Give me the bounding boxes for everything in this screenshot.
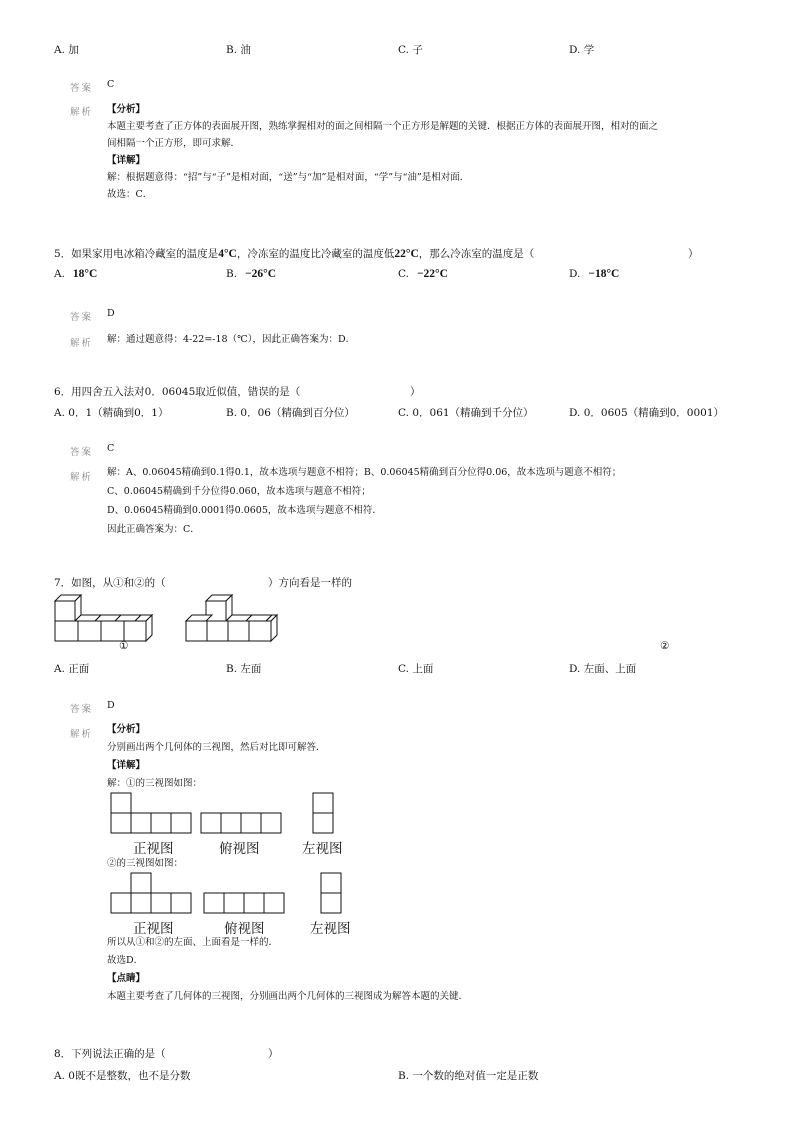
q6-option-c: C. 0．061（精确到千分位） (398, 407, 534, 419)
q7-analysis-tail (107, 934, 468, 1006)
q4-answer: C (107, 79, 115, 90)
q5-stem-part: ，那么冷冻室的温度是（ (418, 248, 535, 260)
q7-figure-2-label: ② (660, 640, 670, 652)
q7-left-view-1 (312, 792, 334, 834)
q6-analysis-line: 解：A、0.06045精确到0.1得0.1，故本选项与题意不相符；B、0.06045精确到百分位得0.06，故本选项与题意不相符； (107, 467, 622, 478)
q6-option-d: D. 0．0605（精确到0．0001） (569, 407, 725, 419)
q7-analysis-line: 【点睛】 (107, 973, 146, 984)
q5-answer-label: 答案 (70, 312, 94, 323)
q7-option-d: D. 左面、上面 (569, 663, 637, 675)
q6-analysis-line: C、0.06045精确到千分位得0.060，故本选项与题意不相符； (107, 486, 371, 497)
q6-option-a: A. 0．1（精确到0．1） (54, 407, 169, 419)
q7-front-view-1 (110, 792, 194, 834)
q5-option-letter: B. (226, 268, 238, 280)
q4-analysis (107, 101, 658, 203)
q4-analysis-line: 【详解】 (107, 155, 146, 166)
q7-view-label-left-2: 左视图 (310, 921, 351, 937)
q4-analysis-line: 解：根据题意得：“招”与“子”是相对面，“送”与“加”是相对面，“学”与“油”是相对面． (107, 172, 470, 183)
q7-option-c: C. 上面 (398, 663, 434, 675)
q4-option-d: D. 学 (569, 44, 595, 56)
q5-option-b (226, 268, 276, 280)
q7-solid-figure-1 (52, 593, 162, 637)
q7-analysis-line: 【分析】 (107, 724, 146, 735)
q4-analysis-line: 故选：C． (107, 189, 153, 200)
q7-view-label-top-2: 俯视图 (224, 921, 265, 937)
q7-stem: 7．如图，从①和②的（ (54, 577, 166, 589)
q8-option-a: A. 0既不是整数，也不是分数 (54, 1070, 191, 1082)
q8-stem-close: ） (268, 1048, 279, 1060)
q6-stem-close: ） (410, 386, 421, 398)
q5-analysis: 解：通过题意得：4-22=-18（℃），因此正确答案为：D． (107, 334, 356, 345)
q7-analysis-line: 故选D． (107, 955, 144, 966)
q5-option-value: 18°C (72, 268, 98, 280)
q5-option-letter: D. (569, 268, 581, 280)
q7-option-b: B. 左面 (226, 663, 262, 675)
q7-view-label-front-1: 正视图 (133, 841, 174, 857)
q6-analysis-label: 解析 (70, 472, 94, 483)
q5-stem-close: ） (688, 248, 699, 260)
q5-stem-part: ，冷冻室的温度比冷藏室的温度低 (236, 248, 395, 260)
q7-analysis-line: 本题主要考查了几何体的三视图，分别画出两个几何体的三视图成为解答本题的关键． (107, 991, 469, 1002)
q7-answer: D (107, 700, 115, 711)
q7-figure-1-label: ① (119, 640, 129, 652)
q5-option-a (54, 268, 97, 280)
q7-analysis-label: 解析 (70, 729, 94, 740)
q4-analysis-label: 解析 (70, 107, 94, 118)
q4-analysis-line: 间相隔一个正方形，即可求解． (107, 138, 241, 149)
q6-answer: C (107, 443, 115, 454)
q5-option-c (398, 268, 448, 280)
q5-option-value: −18°C (588, 268, 620, 280)
q7-top-view-1 (200, 812, 282, 834)
q5-analysis-label: 解析 (70, 338, 94, 349)
q6-analysis-line: D、0.06045精确到0.0001得0.0605，故本选项与题意不相符． (107, 505, 382, 516)
q6-stem: 6．用四舍五入法对0．06045取近似值，错误的是（ (54, 386, 301, 398)
q8-option-b: B. 一个数的绝对值一定是正数 (398, 1070, 539, 1082)
q6-option-b: B. 0．06（精确到百分位） (226, 407, 355, 419)
q7-option-a: A. 正面 (54, 663, 90, 675)
q5-option-letter: A. (54, 268, 65, 280)
q6-analysis-line: 因此正确答案为：C． (107, 524, 200, 535)
q5-temp-fridge: 4°C (218, 248, 237, 260)
q4-answer-label: 答案 (70, 83, 94, 94)
q7-analysis-line: 解：①的三视图如图： (107, 778, 203, 789)
q5-option-value: −22°C (417, 268, 448, 280)
q7-stem-close: ）方向看是一样的 (268, 577, 352, 589)
q7-analysis-head (107, 721, 326, 793)
q6-analysis (107, 463, 621, 539)
q5-option-letter: C. (398, 268, 409, 280)
q7-analysis-line: 所以从①和②的左面、上面看是一样的． (107, 937, 279, 948)
q7-analysis-line: 【详解】 (107, 760, 146, 771)
q4-option-b: B. 油 (226, 44, 251, 56)
q7-solid-figure-2 (183, 593, 283, 637)
q5-option-value: −26°C (245, 268, 277, 280)
q6-answer-label: 答案 (70, 447, 94, 458)
q5-answer: D (107, 308, 115, 319)
q5-stem-part: 5．如果家用电冰箱冷藏室的温度是 (54, 248, 219, 260)
q7-view-label-top-1: 俯视图 (219, 841, 260, 857)
q4-option-c: C. 子 (398, 44, 423, 56)
q4-option-a: A. 加 (54, 44, 79, 56)
q7-mid-text: ②的三视图如图： (107, 858, 184, 869)
q7-analysis-line: 分别画出两个几何体的三视图，然后对比即可解答． (107, 742, 326, 753)
q7-view-label-left-1: 左视图 (302, 841, 343, 857)
q5-temp-diff: 22°C (394, 248, 419, 260)
q7-answer-label: 答案 (70, 704, 94, 715)
q4-analysis-line: 本题主要考查了正方体的表面展开图，熟练掌握相对的面之间相隔一个正方形是解题的关键．根据正方体的表面展开图，相对的面之 (107, 121, 659, 132)
q4-analysis-line: 【分析】 (107, 104, 146, 115)
q5-stem (54, 246, 534, 261)
q7-view-label-front-2: 正视图 (133, 921, 174, 937)
q7-front-view-2 (110, 872, 194, 914)
q8-stem: 8．下列说法正确的是（ (54, 1048, 166, 1060)
q7-top-view-2 (203, 892, 285, 914)
q7-left-view-2 (320, 872, 342, 914)
q5-option-d (569, 268, 619, 280)
